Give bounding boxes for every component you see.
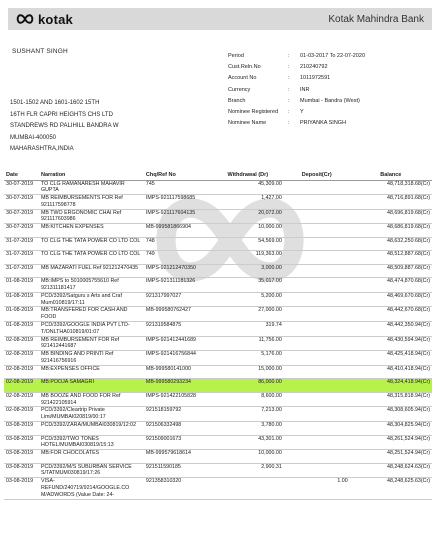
cell-narration: MB:TRANSFERED FOR CASH AND FOOD [39,307,144,322]
table-row [4,195,432,210]
info-value: Mumbai - Bandra (West) [300,97,360,104]
table-row [4,336,432,351]
table-row [4,264,432,278]
cell-chq-ref: IMPS-921412441689 [144,336,212,351]
cell-narration: PCD/3392/Satguru s Arts and Craf Mum010819/17:11 [39,292,144,307]
cell-balance: 48,686,819.68(Cr) [350,224,432,238]
cell-date: 30-07-2019 [4,195,39,210]
cell-withdrawal: 10,000.00 [212,450,284,464]
col-header-balance: Balance [350,170,432,180]
cell-deposit [284,278,350,293]
cell-narration: MB:POOJA SAMAGRI [39,379,144,393]
cell-date: 31-07-2019 [4,264,39,278]
cell-withdrawal: 86,000.00 [212,379,284,393]
col-header-deposit: Deposit(Cr) [284,170,350,180]
cell-date: 01-08-2019 [4,292,39,307]
cell-balance: 48,442,670.68(Cr) [350,307,432,322]
cell-chq-ref: IMPS-921416756844 [144,351,212,366]
cell-date: 03-08-2019 [4,450,39,464]
cell-narration: MB:KITCHEN EXPENSES [39,224,144,238]
account-info [228,50,430,129]
cell-date: 03-08-2019 [4,463,39,478]
cell-balance: 48,632,250.68(Cr) [350,237,432,251]
cell-withdrawal: 1,427.00 [212,195,284,210]
info-row-period: Period : 01-03-2017 To 22-07-2020 [228,50,430,61]
table-row [4,463,432,478]
cell-withdrawal: 3,000.00 [212,264,284,278]
info-label: Account No [228,75,257,82]
cell-balance: 48,304,825.94(Cr) [350,422,432,436]
table-header-row [4,170,432,180]
cell-deposit [284,450,350,464]
cell-balance: 48,512,887.68(Cr) [350,251,432,265]
cell-date: 02-08-2019 [4,336,39,351]
cell-balance: 48,696,819.68(Cr) [350,209,432,224]
cell-date: 02-08-2019 [4,407,39,422]
cell-date: 03-08-2019 [4,422,39,436]
cell-deposit [284,379,350,393]
col-header-narration: Narration [39,170,144,180]
cell-withdrawal: 7,213.00 [212,407,284,422]
cell-chq-ref: MB-999579618614 [144,450,212,464]
cell-chq-ref: 921509001673 [144,435,212,450]
table-row [4,450,432,464]
cell-balance: 48,410,418.94(Cr) [350,365,432,379]
info-label: Cust.Reln.No [228,63,261,70]
cell-balance: 48,716,891.68(Cr) [350,195,432,210]
cell-deposit [284,195,350,210]
cell-balance: 48,251,524.94(Cr) [350,450,432,464]
cell-chq-ref: 921506332498 [144,422,212,436]
info-label: Nominee Registered [228,109,279,116]
cell-deposit [284,351,350,366]
cell-narration: TO CLG THE TATA POWER CO LTD COL [39,251,144,265]
table-row [4,180,432,195]
cell-withdrawal: 5,176.00 [212,351,284,366]
cell-deposit [284,292,350,307]
cell-balance: 48,324,418.94(Cr) [350,379,432,393]
cell-chq-ref: 921317997027 [144,292,212,307]
kotak-infinity-icon [16,13,34,25]
table-row [4,224,432,238]
cell-narration: TO CLG RAMANARESH MAHAVIR GUPTA [39,180,144,195]
transactions-table [4,170,432,500]
cell-balance: 48,430,594.94(Cr) [350,336,432,351]
cell-balance: 48,248,624.63(Cr) [350,463,432,478]
cell-date: 30-07-2019 [4,224,39,238]
cell-chq-ref: IMPS-921117604135 [144,209,212,224]
cell-withdrawal [212,478,284,499]
cell-chq-ref: 921319584875 [144,322,212,337]
cell-withdrawal: 20,072.00 [212,209,284,224]
info-value: INR [300,86,310,93]
cell-withdrawal: 8,600.00 [212,392,284,407]
cell-date: 02-08-2019 [4,392,39,407]
table-row [4,307,432,322]
cell-withdrawal: 54,569.00 [212,237,284,251]
cell-withdrawal: 43,301.00 [212,435,284,450]
cell-chq-ref: 749 [144,251,212,265]
cell-narration: PCD/3392/M/S SUBURBAN SERVICE S/TATMUM030819/17:26 [39,463,144,478]
bank-name: Kotak Mahindra Bank [328,13,424,25]
info-value: 210240792 [300,63,328,70]
customer-name: SUSHANT SINGH [12,48,68,55]
cell-narration: MB:EXPENSES OFFICE [39,365,144,379]
cell-narration: TO CLG THE TATA POWER CO LTD COL [39,237,144,251]
address-line: STANDREWS RD PALIHILL BANDRA W [10,123,119,129]
cell-balance: 48,261,524.94(Cr) [350,435,432,450]
info-row-nominee-name: Nominee Name : PRIYANKA SINGH [228,118,430,129]
cell-deposit [284,435,350,450]
info-value: 1011972591 [300,75,331,82]
table-row-highlighted [4,379,432,393]
cell-balance: 48,469,670.68(Cr) [350,292,432,307]
cell-date: 01-08-2019 [4,307,39,322]
cell-deposit [284,392,350,407]
cell-narration: MB TWO ERGONOMIC CHAI Ref 921117603986 [39,209,144,224]
cell-chq-ref: 745 [144,180,212,195]
cell-withdrawal: 10,000.00 [212,224,284,238]
info-value: Y [300,109,304,116]
table-row [4,407,432,422]
info-label: Currency [228,86,251,93]
info-value: PRIYANKA SINGH [300,120,347,127]
cell-chq-ref: 748 [144,237,212,251]
cell-chq-ref: MB-999580141000 [144,365,212,379]
cell-chq-ref: IMPS-921422105828 [144,392,212,407]
col-header-chq: Chq/Ref No [144,170,212,180]
cell-narration: PCD/3392/GOOGLE INDIA PVT LTD-T/ONLTHA010819/01:07 [39,322,144,337]
cell-withdrawal: 3,780.00 [212,422,284,436]
address-line: 16TH FLR CAPRI HEIGHTS CHS LTD [10,111,113,118]
cell-balance: 48,308,605.94(Cr) [350,407,432,422]
cell-deposit [284,336,350,351]
cell-chq-ref: 921511590185 [144,463,212,478]
cell-deposit [284,180,350,195]
logo-text: kotak [38,11,73,27]
cell-deposit [284,307,350,322]
cell-narration: MB:IMPS to 5010005755610 Ref 921311181417 [39,278,144,293]
table-row [4,392,432,407]
cell-deposit [284,237,350,251]
address-line: 1501-1502 AND 1601-1602 15TH [10,100,100,106]
cell-date: 31-07-2019 [4,251,39,265]
cell-deposit [284,209,350,224]
kotak-logo [16,12,73,27]
info-value: 01-03-2017 To 22-07-2020 [300,52,366,59]
cell-deposit: 1.00 [284,478,350,499]
cell-narration: MB MAZARATI FUEL Ref 921212470435 [39,264,144,278]
cell-narration: MB REIMBURSEMENT FOR Ref 921412441687 [39,336,144,351]
customer-address [10,98,119,156]
cell-date: 02-08-2019 [4,365,39,379]
table-row [4,322,432,337]
cell-deposit [284,365,350,379]
cell-narration: VISA-REFUND/240719/9214/GOOGLE.CO M/ADWORDS (Value Date: 24- [39,478,144,499]
info-row-currency: Currency : INR [228,84,430,95]
cell-balance: 48,442,350.94(Cr) [350,322,432,337]
cell-withdrawal: 45,309.00 [212,180,284,195]
address-line: MUMBAI-400050 [10,134,57,141]
table-row [4,351,432,366]
cell-chq-ref: 921358310320 [144,478,212,499]
cell-withdrawal: 15,000.00 [212,365,284,379]
cell-date: 01-08-2019 [4,278,39,293]
cell-deposit [284,422,350,436]
cell-chq-ref: MB-999580762427 [144,307,212,322]
table-row [4,251,432,265]
cell-withdrawal: 119,363.00 [212,251,284,265]
cell-withdrawal: 27,000.00 [212,307,284,322]
table-row [4,209,432,224]
table-row [4,435,432,450]
cell-balance: 48,474,870.68(Cr) [350,278,432,293]
cell-withdrawal: 35,017.00 [212,278,284,293]
cell-deposit [284,224,350,238]
cell-balance: 48,509,887.68(Cr) [350,264,432,278]
table-row [4,237,432,251]
table-row [4,365,432,379]
cell-date: 02-08-2019 [4,351,39,366]
info-label: Period [228,52,244,59]
cell-balance: 48,248,625.63(Cr) [350,478,432,499]
info-row-branch: Branch : Mumbai - Bandra (West) [228,95,430,106]
cell-balance: 48,315,818.94(Cr) [350,392,432,407]
table-row [4,422,432,436]
cell-narration: MB REIMBURSEMENTS FOR Ref 921117598778 [39,195,144,210]
cell-narration: MB:FOR CHOCOLATES [39,450,144,464]
cell-narration: MB BINDING AND PRINTI Ref 921416756916 [39,351,144,366]
col-header-date: Date [4,170,39,180]
cell-chq-ref: MB-999580293234 [144,379,212,393]
cell-date: 03-08-2019 [4,478,39,499]
cell-withdrawal: 2,900.31 [212,463,284,478]
col-header-withdrawal: Withdrawal (Dr) [212,170,284,180]
cell-deposit [284,251,350,265]
table-row [4,292,432,307]
cell-date: 03-08-2019 [4,435,39,450]
statement-header [8,8,432,30]
info-label: Nominee Name [228,120,267,127]
info-row-account-no: Account No : 1011972591 [228,73,430,84]
cell-narration: PCD/3392/ZARA/MUMBAI030819/12:02 [39,422,144,436]
info-label: Branch [228,97,246,104]
address-line: MAHARASHTRA,INDIA [10,146,74,152]
cell-balance: 48,718,318.68(Cr) [350,180,432,195]
table-row [4,278,432,293]
cell-balance: 48,425,418.94(Cr) [350,351,432,366]
cell-date: 30-07-2019 [4,209,39,224]
cell-chq-ref: 921518159792 [144,407,212,422]
cell-date: 31-07-2019 [4,237,39,251]
cell-narration: PCD/3392/TWO TONES HOTEL/MUMBAI030819/15:13 [39,435,144,450]
cell-deposit [284,322,350,337]
cell-deposit [284,463,350,478]
transactions-body [4,180,432,499]
cell-narration: MB BOOZE AND FOOD FOR Ref 921422105914 [39,392,144,407]
cell-withdrawal: 319.74 [212,322,284,337]
cell-withdrawal: 11,756.00 [212,336,284,351]
info-row-nominee-registered: Nominee Registered : Y [228,106,430,117]
cell-narration: PCD/3392/Cleartrip Private Limi/MUMBAI020819/00:17 [39,407,144,422]
info-row-cust-reln: Cust.Reln.No : 210240792 [228,61,430,72]
cell-chq-ref: MB-999581866904 [144,224,212,238]
cell-chq-ref: IMPS-921212470350 [144,264,212,278]
cell-deposit [284,264,350,278]
table-row [4,478,432,499]
cell-date: 30-07-2019 [4,180,39,195]
cell-date: 01-08-2019 [4,322,39,337]
cell-date: 02-08-2019 [4,379,39,393]
cell-deposit [284,407,350,422]
cell-chq-ref: IMPS-921311181326 [144,278,212,293]
cell-withdrawal: 5,200.00 [212,292,284,307]
cell-chq-ref: IMPS-921117598685 [144,195,212,210]
